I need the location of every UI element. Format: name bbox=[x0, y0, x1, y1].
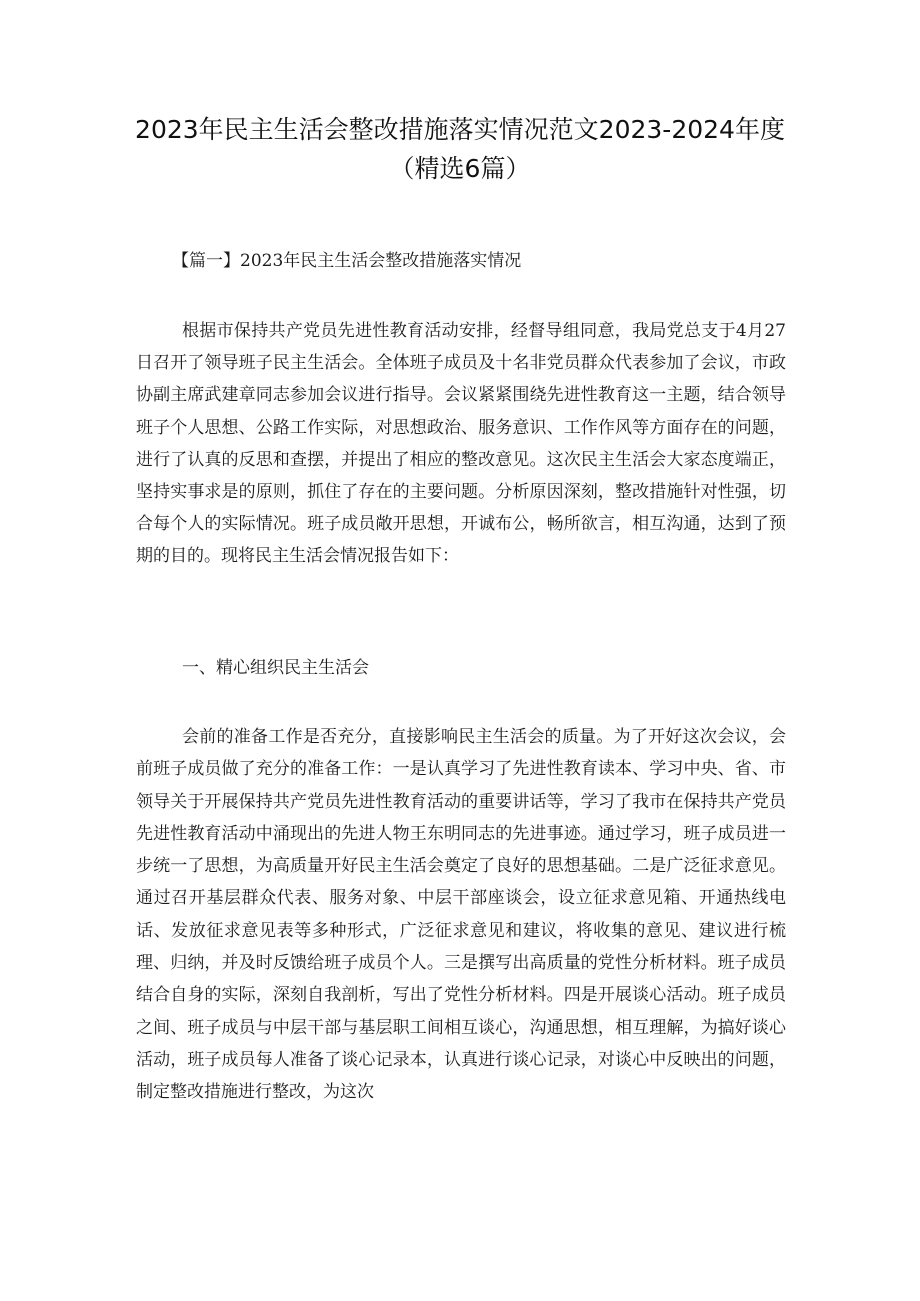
sub-heading-1: 一、精心组织民主生活会 bbox=[182, 658, 369, 678]
section-heading: 【篇一】2023年民主生活会整改措施落实情况 bbox=[172, 251, 522, 271]
document-title: 2023年民主生活会整改措施落实情况范文2023-2024年度（精选6篇） bbox=[135, 115, 785, 183]
body-paragraph-2: 会前的准备工作是否充分，直接影响民主生活会的质量。为了开好这次会议，会前班子成员做了充分的准备工作：一是认真学习了先进性教育读本、学习中央、省、市领导关于开展保持共产党员先进性教育活动的重要讲话等，学习了我市在保持共产党员先进性教育活动中涌现出的先进人物王东明同志的先进事迹。通过学习，班子成员进一步统一了思想，为高质量开好民主生活会奠定了良好的思想基础。二是广泛征求意见。通过召开基层群众代表、服务对象、中层干部座谈会，设立征求意见箱、开通热线电话、发放征求意见表等多种形式，广泛征求意见和建议，将收集的意见、建议进行梳理、归纳，并及时反馈给班子成员个人。三是撰写出高质量的党性分析材料。班子成员结合自身的实际，深刻自我剖析，写出了党性分析材料。四是开展谈心活动。班子成员之间、班子成员与中层干部与基层职工间相互谈心，沟通思想，相互理解，为搞好谈心活动，班子成员每人准备了谈心记录本，认真进行谈心记录，对谈心中反映出的问题，制定整改措施进行整改，为这次 bbox=[136, 727, 786, 1103]
body-paragraph-1: 根据市保持共产党员先进性教育活动安排，经督导组同意，我局党总支于4月27日召开了领导班子民主生活会。全体班子成员及十名非党员群众代表参加了会议，市政协副主席武建章同志参加会议进行指导。会议紧紧围绕先进性教育这一主题，结合领导班子个人思想、公路工作实际，对思想政治、服务意识、工作作风等方面存在的问题，进行了认真的反思和查摆，并提出了相应的整改意见。这次民主生活会大家态度端正，坚持实事求是的原则，抓住了存在的主要问题。分析原因深刻，整改措施针对性强，切合每个人的实际情况。班子成员敞开思想，开诚布公，畅所欲言，相互沟通，达到了预期的目的。现将民主生活会情况报告如下： bbox=[136, 321, 786, 567]
